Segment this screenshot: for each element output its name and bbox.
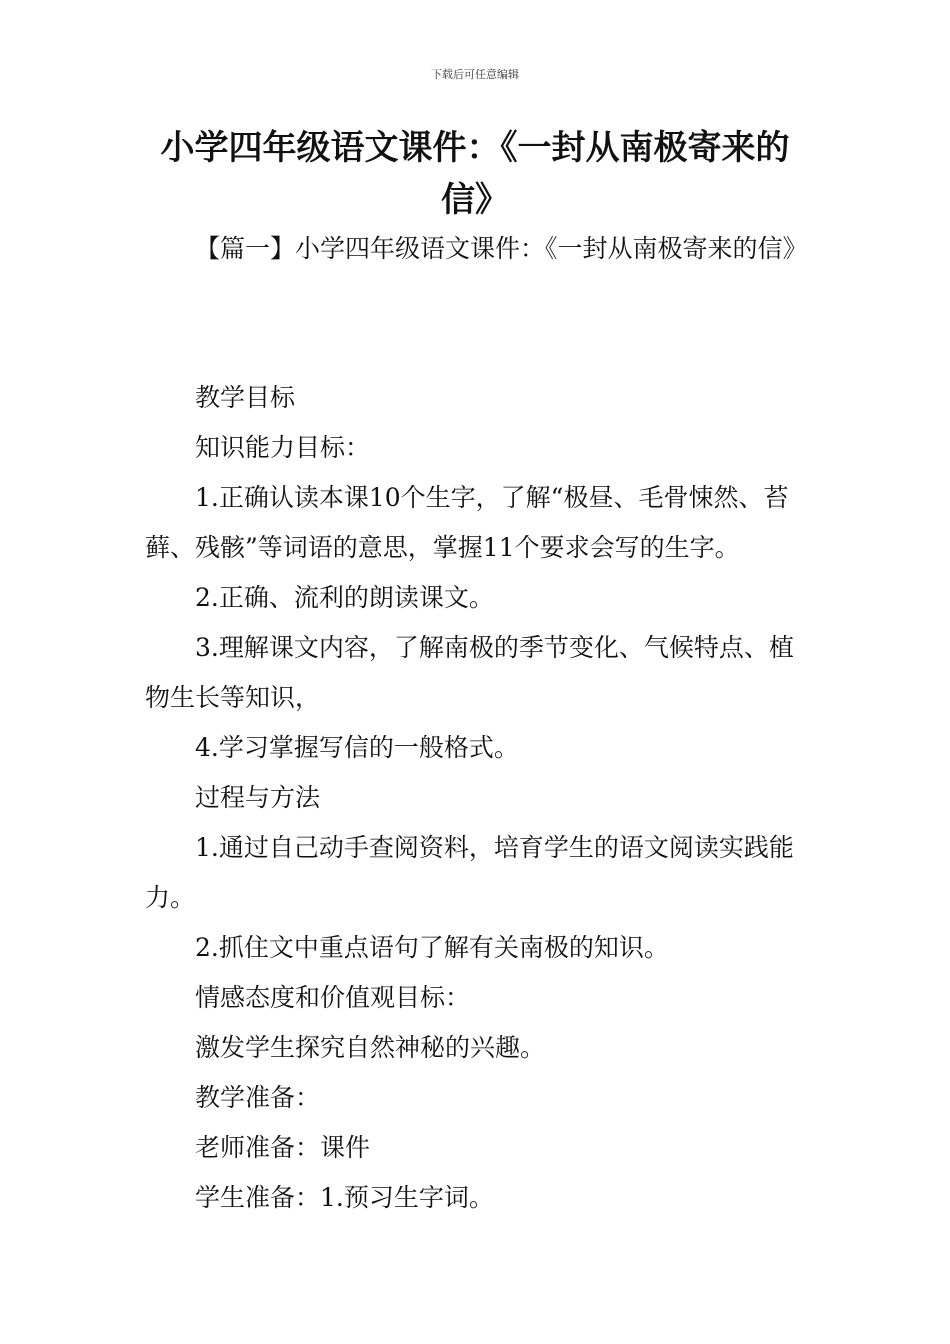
paragraph: 情感态度和价值观目标： (195, 983, 471, 1012)
paragraph: 教学目标 (195, 383, 296, 412)
paragraph: 2.正确、流利的朗读课文。 (195, 583, 494, 612)
paragraph: 2.抓住文中重点语句了解有关南极的知识。 (195, 933, 669, 962)
paragraph: 激发学生探究自然神秘的兴趣。 (195, 1033, 546, 1062)
paragraph: 1.正确认读本课10个生字，了解“极昼、毛骨悚然、苔藓、残骸”等词语的意思，掌握11个要求会写的生字。 (145, 483, 789, 562)
paragraph: 4.学习掌握写信的一般格式。 (195, 733, 519, 762)
paragraph: 3.理解课文内容，了解南极的季节变化、气候特点、植物生长等知识， (145, 633, 794, 712)
paragraph: 过程与方法 (195, 783, 321, 812)
section-heading: 【篇一】小学四年级语文课件：《一封从南极寄来的信》 (195, 234, 808, 263)
document-title: 小学四年级语文课件：《一封从南极寄来的信》 (160, 128, 790, 220)
header-note: 下载后可任意编辑 (431, 68, 519, 81)
paragraph: 1.通过自己动手查阅资料，培育学生的语文阅读实践能力。 (145, 833, 794, 912)
paragraph: 老师准备：课件 (195, 1133, 371, 1162)
paragraph: 教学准备： (195, 1083, 321, 1112)
paragraph: 学生准备：1.预习生字词。 (195, 1183, 494, 1212)
paragraph: 知识能力目标： (195, 433, 371, 462)
